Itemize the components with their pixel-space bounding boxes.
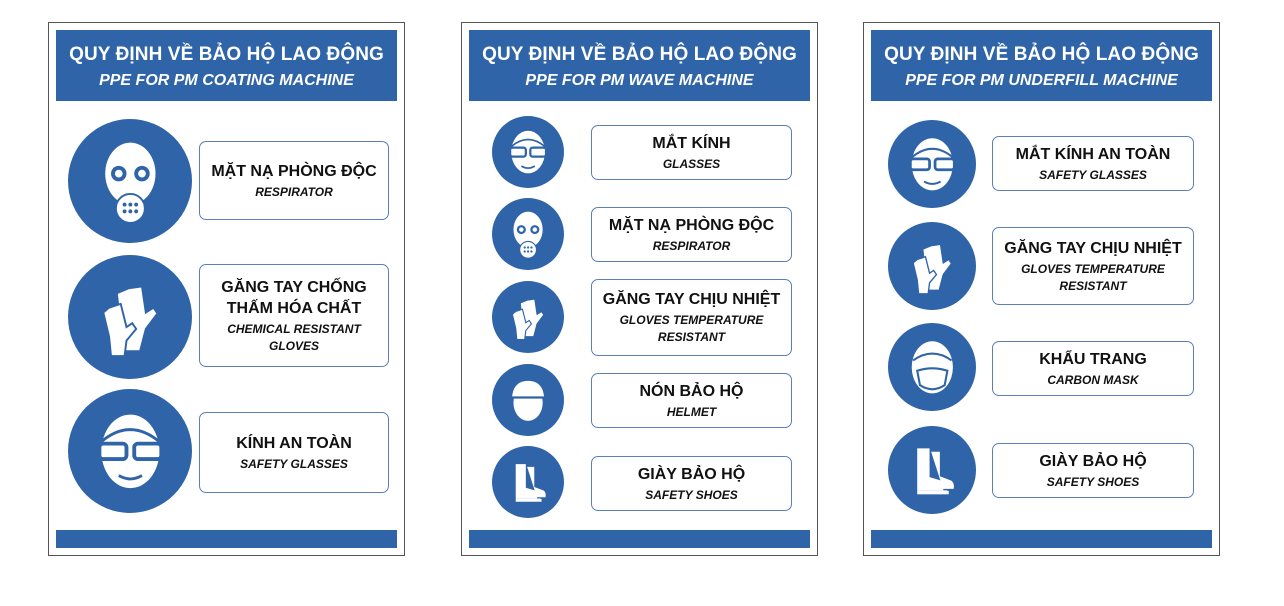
- ppe-name-english: GLOVES TEMPERATURE RESISTANT: [1021, 261, 1165, 293]
- ppe-name-english: HELMET: [666, 404, 717, 419]
- gloves-icon: [888, 222, 976, 310]
- poster-title: QUY ĐỊNH VỀ BẢO HỘ LAO ĐỘNG: [482, 44, 797, 65]
- ppe-name-vietnamese: GIÀY BẢO HỘ: [637, 465, 746, 483]
- ppe-item-label: [591, 456, 792, 511]
- ppe-name-vietnamese: GĂNG TAY CHỐNG THẤM HÓA CHẤT: [221, 278, 367, 317]
- safety-glasses-icon: [68, 389, 192, 513]
- helmet-icon: [492, 364, 564, 436]
- ppe-name-english: RESPIRATOR: [652, 238, 731, 253]
- ppe-item-label: [591, 125, 792, 180]
- ppe-name-english: GLOVES TEMPERATURE RESISTANT: [619, 313, 764, 344]
- safety-boots-icon: [888, 426, 976, 514]
- ppe-name-vietnamese: KÍNH AN TOÀN: [236, 434, 352, 452]
- ppe-name-english: GLASSES: [662, 156, 721, 171]
- ppe-name-vietnamese: MẶT NẠ PHÒNG ĐỘC: [211, 162, 377, 180]
- poster-3: [863, 22, 1220, 556]
- poster-title: QUY ĐỊNH VỀ BẢO HỘ LAO ĐỘNG: [69, 44, 384, 65]
- ppe-item-label: [199, 264, 389, 367]
- poster-2: [461, 22, 818, 556]
- poster-header: [469, 30, 810, 101]
- safety-glasses-icon: [492, 116, 564, 188]
- ppe-item-label: [591, 207, 792, 262]
- ppe-item-label: [591, 279, 792, 356]
- ppe-name-english: SAFETY GLASSES: [240, 456, 348, 471]
- ppe-item-label: [992, 443, 1194, 498]
- poster-footer-bar: [871, 530, 1212, 548]
- ppe-item-label: [992, 341, 1194, 396]
- respirator-icon: [492, 198, 564, 270]
- respirator-icon: [68, 119, 192, 243]
- poster-footer-bar: [469, 530, 810, 548]
- ppe-name-vietnamese: GĂNG TAY CHỊU NHIỆT: [602, 291, 781, 308]
- gloves-icon: [492, 281, 564, 353]
- ppe-item-label: [199, 412, 389, 493]
- poster-subtitle: PPE FOR PM WAVE MACHINE: [525, 72, 754, 89]
- ppe-name-english: CHEMICAL RESISTANT GLOVES: [227, 321, 361, 353]
- ppe-name-vietnamese: MẮT KÍNH: [652, 134, 731, 152]
- poster-subtitle: PPE FOR PM COATING MACHINE: [99, 72, 354, 89]
- ppe-item-label: [992, 227, 1194, 305]
- poster-footer-bar: [56, 530, 397, 548]
- poster-header: [871, 30, 1212, 101]
- poster-1: [48, 22, 405, 556]
- ppe-name-vietnamese: MẶT NẠ PHÒNG ĐỘC: [608, 216, 775, 234]
- ppe-name-vietnamese: GĂNG TAY CHỊU NHIỆT: [1004, 239, 1182, 257]
- ppe-name-english: SAFETY SHOES: [1046, 474, 1140, 489]
- ppe-name-english: CARBON MASK: [1047, 372, 1139, 387]
- ppe-item-label: [591, 373, 792, 428]
- safety-boots-icon: [492, 446, 564, 518]
- ppe-name-vietnamese: KHẨU TRANG: [1039, 350, 1147, 368]
- ppe-name-english: SAFETY SHOES: [645, 487, 738, 502]
- ppe-item-label: [992, 136, 1194, 191]
- poster-header: [56, 30, 397, 101]
- poster-subtitle: PPE FOR PM UNDERFILL MACHINE: [905, 72, 1178, 89]
- ppe-name-vietnamese: GIÀY BẢO HỘ: [1039, 452, 1147, 470]
- ppe-name-english: RESPIRATOR: [255, 184, 333, 199]
- ppe-name-vietnamese: MẮT KÍNH AN TOÀN: [1015, 145, 1171, 163]
- poster-title: QUY ĐỊNH VỀ BẢO HỘ LAO ĐỘNG: [884, 44, 1199, 65]
- safety-glasses-icon: [888, 120, 976, 208]
- ppe-name-english: SAFETY GLASSES: [1039, 167, 1147, 182]
- face-mask-icon: [888, 323, 976, 411]
- ppe-name-vietnamese: NÓN BẢO HỘ: [639, 382, 744, 400]
- ppe-item-label: [199, 141, 389, 220]
- gloves-icon: [68, 255, 192, 379]
